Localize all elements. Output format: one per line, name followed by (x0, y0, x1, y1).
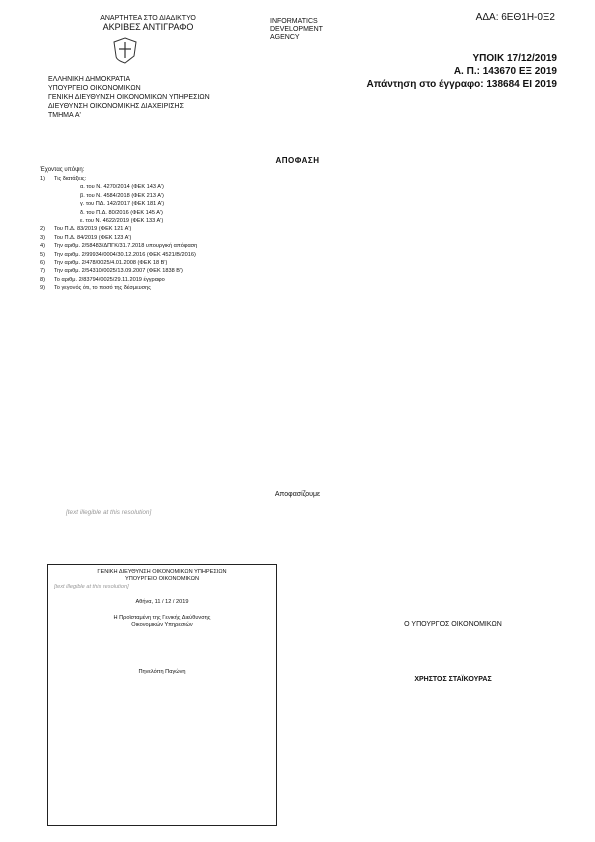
item-number: 2) (40, 226, 45, 233)
item-text: ε. του Ν. 4622/2019 (ΦΕΚ 133 Α') (80, 218, 164, 225)
ministry-line: ΓΕΝΙΚΗ ΔΙΕΥΘΥΝΣΗ ΟΙΚΟΝΟΜΙΚΩΝ ΥΠΗΡΕΣΙΩΝ (48, 94, 210, 101)
item-text: α. του Ν. 4270/2014 (ΦΕΚ 143 Α') (80, 184, 164, 191)
ministry-line: ΕΛΛΗΝΙΚΗ ΔΗΜΟΚΡΑΤΙΑ (48, 76, 131, 83)
note-signer: Πηνελόπη Παγώνη (138, 669, 186, 676)
item-number: 8) (40, 276, 45, 283)
item-number: 3) (40, 234, 45, 241)
having-in-view: Έχοντας υπόψη: (40, 167, 85, 173)
item-text: Την αριθμ. 2/99934/0004/30.12.2016 (ΦΕΚ 4521/Β/2016) (54, 251, 196, 258)
consideration-item (40, 176, 560, 183)
considerations-list (40, 176, 560, 294)
item-number (66, 193, 80, 200)
consideration-item (40, 285, 560, 292)
reference-block (367, 52, 557, 91)
ada-code: ΑΔΑ: 6ΕΘ1Η-0Ξ2 (475, 12, 555, 23)
item-text: β. του Ν. 4584/2018 (ΦΕΚ 213 Α') (80, 192, 164, 199)
item-text: Την αριθμ. 2/54310/0025/13.09.2007 (ΦΕΚ 1838 Β') (54, 268, 183, 275)
consideration-item (40, 184, 560, 191)
item-text: Του Π.Δ. 83/2019 (ΦΕΚ 121 Α') (54, 226, 132, 233)
illegible-text: [text illegible at this resolution] (66, 509, 152, 516)
ministry-lines (48, 75, 248, 120)
note-head: ΥΠΟΥΡΓΕΙΟ ΟΙΚΟΝΟΜΙΚΩΝ (124, 576, 200, 583)
consideration-item (40, 201, 560, 208)
consideration-item (40, 218, 560, 225)
consideration-item (40, 268, 560, 275)
consideration-item (40, 277, 560, 284)
note-date: Αθήνα, 11 / 12 / 2019 (135, 599, 189, 606)
certified-copy-note: ΑΚΡΙΒΕΣ ΑΝΤΙΓΡΑΦΟ (102, 22, 194, 32)
item-text: Την αριθμ. 2/58483/ΔΠΓΚ/31.7.2018 υπουργική απόφαση (54, 243, 198, 250)
posting-note: ΑΝΑΡΤΗΤΕΑ ΣΤΟ ΔΙΑΔΙΚΤΥΟ (100, 15, 196, 22)
issuer-block (48, 14, 248, 120)
item-text: Του Π.Δ. 84/2019 (ΦΕΚ 123 Α') (54, 234, 132, 241)
item-number: 9) (40, 285, 45, 292)
consideration-item (40, 210, 560, 217)
item-number: 1) (40, 176, 45, 182)
consideration-item (40, 243, 560, 250)
note-head: ΓΕΝΙΚΗ ΔΙΕΥΘΥΝΣΗ ΟΙΚΟΝΟΜΙΚΩΝ ΥΠΗΡΕΣΙΩΝ (97, 569, 227, 575)
note-sign-title: Οικονομικών Υπηρεσιών (131, 622, 193, 629)
ref-date: ΥΠΟΙΚ 17/12/2019 (472, 53, 557, 64)
item-number: 6) (40, 260, 45, 267)
coat-of-arms-icon (110, 36, 140, 64)
decide-heading: Αποφασίζουμε (274, 491, 321, 498)
consideration-item (40, 260, 560, 267)
item-number (66, 201, 80, 208)
decision-paragraph (66, 508, 556, 517)
consideration-item (40, 235, 560, 242)
item-number (66, 218, 80, 225)
item-text: δ. του Π.Δ. 80/2016 (ΦΕΚ 145 Α') (80, 209, 163, 216)
certification-box (47, 564, 277, 826)
item-text: Την αριθμ. 2/478/0025/4.01.2008 (ΦΕΚ 18 Β') (54, 260, 168, 267)
info-agency-stamp (270, 18, 323, 42)
item-text: Το γεγονός ότι, το ποσό της δέσμευσης (54, 285, 151, 292)
ref-protocol: Α. Π.: 143670 ΕΞ 2019 (453, 66, 557, 77)
note-sign-title: Η Προϊσταμένη της Γενικής Διεύθυνσης (113, 614, 211, 621)
minister-title: Ο ΥΠΟΥΡΓΟΣ ΟΙΚΟΝΟΜΙΚΩΝ (404, 621, 502, 628)
item-number (66, 210, 80, 217)
ministry-line: ΥΠΟΥΡΓΕΙΟ ΟΙΚΟΝΟΜΙΚΩΝ (48, 85, 141, 92)
consideration-item (40, 193, 560, 200)
item-text: γ. του ΠΔ. 142/2017 (ΦΕΚ 181 Α') (80, 201, 165, 208)
ministry-line: ΔΙΕΥΘΥΝΣΗ ΟΙΚΟΝΟΜΙΚΗΣ ΔΙΑΧΕΙΡΙΣΗΣ (48, 103, 184, 110)
info-line: INFORMATICS (270, 18, 318, 25)
document-title: ΑΠΟΦΑΣΗ (275, 156, 320, 165)
consideration-item (40, 252, 560, 259)
item-text: Το αριθμ. 2/83794/0025/29.11.2019 έγγραφο (54, 276, 165, 283)
consideration-item (40, 226, 560, 233)
info-line: AGENCY (270, 34, 300, 41)
item-number (66, 184, 80, 191)
ministry-line: ΤΜΗΜΑ Α' (48, 112, 81, 119)
item-text: Τις διατάξεις: (54, 176, 87, 182)
illegible-text: [text illegible at this resolution] (54, 583, 129, 590)
item-number: 5) (40, 251, 45, 258)
minister-name: ΧΡΗΣΤΟΣ ΣΤΑΪΚΟΥΡΑΣ (414, 676, 492, 683)
item-number: 4) (40, 243, 45, 250)
ref-reply: Απάντηση στο έγγραφο: 138684 ΕΙ 2019 (366, 79, 557, 90)
item-number: 7) (40, 268, 45, 275)
info-line: DEVELOPMENT (270, 26, 323, 33)
